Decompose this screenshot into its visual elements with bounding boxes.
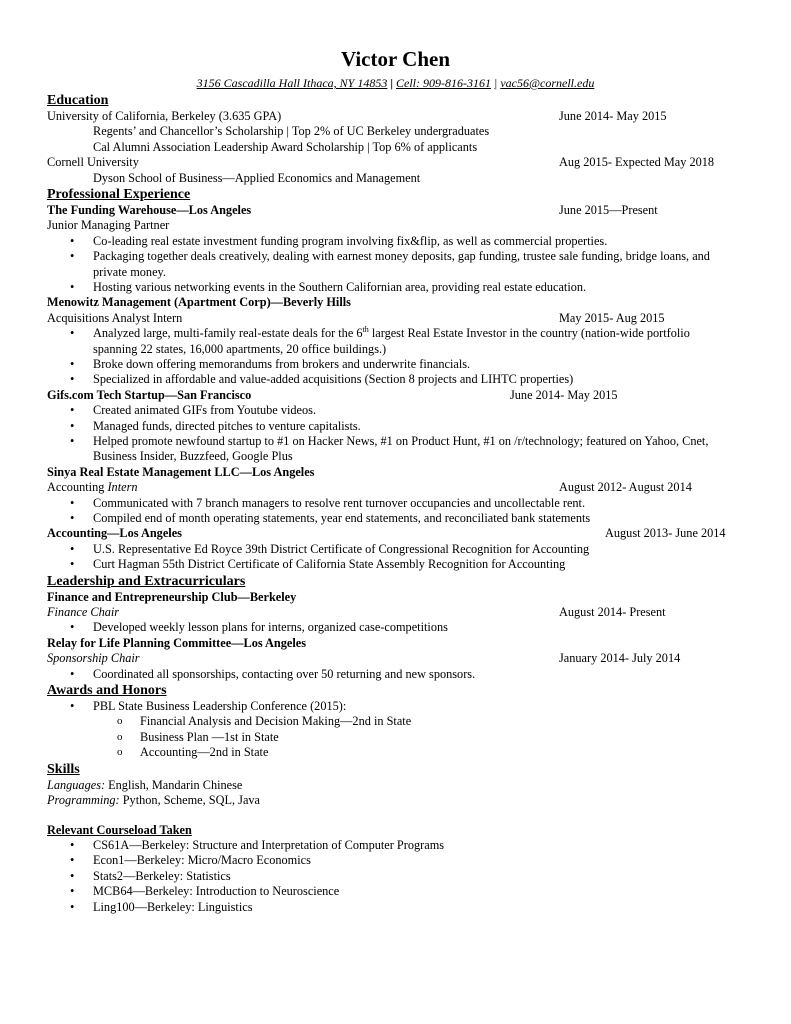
- sinya-role-plain: Accounting: [47, 480, 108, 495]
- relay-org: Relay for Life Planning Committee—Los Angeles: [47, 635, 307, 650]
- gifs-date: June 2014- May 2015: [510, 387, 618, 402]
- languages-value: English, Mandarin Chinese: [105, 777, 243, 792]
- list-item: • Specialized in affordable and value-added acquisitions (Section 8 projects and LIHTC properties): [47, 372, 757, 387]
- list-item: [47, 326, 757, 357]
- gifs-bullets: [47, 403, 757, 465]
- section-experience-heading: Professional Experience: [47, 187, 191, 202]
- funding-org: The Funding Warehouse—Los Angeles: [47, 203, 252, 217]
- accounting-row: [47, 526, 757, 541]
- sinya-bullets: [47, 496, 757, 527]
- address: 3156 Cascadilla Hall Ithaca, NY 14853: [196, 76, 388, 90]
- cell-phone: Cell: 909-816-3161: [396, 76, 491, 90]
- list-item-text: spanning 22 states, 16,000 apartments, 20 office buildings.): [93, 341, 387, 356]
- resume-name: Victor Chen: [340, 47, 451, 71]
- berkeley-detail: Regents’ and Chancellor’s Scholarship | Top 2% of UC Berkeley undergraduates: [93, 124, 490, 139]
- programming-label: Programming:: [47, 793, 120, 808]
- menowitz-row: [47, 311, 757, 326]
- relay-row: [47, 651, 757, 666]
- berkeley-row: [47, 109, 757, 124]
- list-item-text: Packaging together deals creatively, dealing with earnest money deposits, gap funding, trustee sale funding, bridge loans, and: [93, 249, 710, 264]
- finance-row: [47, 605, 757, 620]
- list-item: [47, 249, 757, 280]
- finance-bullets: [47, 620, 757, 635]
- sinya-role-italic: Intern: [107, 480, 138, 495]
- courses-heading: Relevant Courseload Taken: [47, 822, 192, 837]
- funding-role: Junior Managing Partner: [47, 218, 170, 233]
- list-item: • Stats2—Berkeley: Statistics: [47, 869, 757, 884]
- list-item: o Financial Analysis and Decision Making—2nd in State: [47, 714, 757, 729]
- finance-org: Finance and Entrepreneurship Club—Berkeley: [47, 589, 297, 604]
- list-item-text: largest Real Estate Investor in the country (nation-wide portfolio: [368, 326, 690, 341]
- relay-date: January 2014- July 2014: [559, 651, 681, 666]
- cornell-detail: Dyson School of Business—Applied Economics and Management: [93, 170, 421, 185]
- list-item-text: Analyzed large, multi-family real-estate deals for the 6: [93, 326, 363, 341]
- relay-bullets: [47, 667, 757, 682]
- list-item: • Created animated GIFs from Youtube videos.: [47, 403, 757, 418]
- email-link[interactable]: vac56@cornell.edu: [500, 76, 595, 90]
- list-item: o Accounting—2nd in State: [47, 745, 757, 760]
- section-skills-heading: Skills: [47, 761, 80, 777]
- sinya-date: August 2012- August 2014: [559, 480, 692, 495]
- courses-list: [47, 838, 757, 915]
- menowitz-role: Acquisitions Analyst Intern: [47, 310, 183, 325]
- section-leadership-heading: Leadership and Extracurriculars: [47, 573, 246, 589]
- relay-role: Sponsorship Chair: [47, 651, 140, 666]
- list-item: • Co-leading real estate investment funding program involving fix&flip, as well as commercial properties.: [47, 234, 757, 249]
- list-item: • MCB64—Berkeley: Introduction to Neuroscience: [47, 884, 757, 899]
- resume-content: [47, 92, 757, 915]
- list-item: o Business Plan —1st in State: [47, 730, 757, 745]
- contact-line: [0, 76, 791, 90]
- gifs-org: Gifs.com Tech Startup—San Francisco: [47, 387, 252, 402]
- section-awards-heading: Awards and Honors: [47, 683, 167, 699]
- list-item: • Communicated with 7 branch managers to resolve rent turnover occupancies and uncollectable rent.: [47, 496, 757, 511]
- sinya-role: [47, 480, 138, 494]
- finance-date: August 2014- Present: [559, 605, 666, 620]
- contact-separator: |: [390, 76, 393, 90]
- list-item-text: private money.: [93, 264, 166, 279]
- superscript: th: [362, 325, 369, 335]
- list-item: • Hosting various networking events in the Southern Californian area, providing real estate education.: [47, 280, 757, 295]
- accounting-date: August 2013- June 2014: [605, 526, 726, 541]
- languages-line: [47, 778, 757, 793]
- awards-bullets: [47, 699, 757, 714]
- cornell-name: Cornell University: [47, 155, 139, 170]
- programming-value: Python, Scheme, SQL, Java: [119, 793, 261, 808]
- cornell-date: Aug 2015- Expected May 2018: [559, 155, 715, 170]
- languages-label: Languages:: [47, 777, 106, 792]
- contact-pipe: |: [494, 76, 498, 90]
- accounting-org: Accounting—Los Angeles: [47, 526, 182, 541]
- section-education-heading: Education: [47, 93, 109, 108]
- list-item: • Developed weekly lesson plans for interns, organized case-competitions: [47, 620, 757, 635]
- menowitz-date: May 2015- Aug 2015: [559, 310, 665, 325]
- programming-line: [47, 793, 757, 808]
- awards-sub-bullets: [47, 714, 757, 760]
- accounting-bullets: [47, 542, 757, 573]
- list-item: • Managed funds, directed pitches to venture capitalists.: [47, 419, 757, 434]
- list-item: • Curt Hagman 55th District Certificate of California State Assembly Recognition for Accounting: [47, 557, 757, 572]
- menowitz-bullets: [47, 326, 757, 388]
- berkeley-detail: Cal Alumni Association Leadership Award Scholarship | Top 6% of applicants: [93, 139, 478, 154]
- menowitz-org: Menowitz Management (Apartment Corp)—Beverly Hills: [47, 295, 351, 310]
- list-item: • Coordinated all sponsorships, contacting over 50 returning and new sponsors.: [47, 667, 757, 682]
- finance-role: Finance Chair: [47, 605, 120, 620]
- funding-date: June 2015—Present: [559, 203, 658, 217]
- gifs-row: [47, 388, 757, 403]
- spacer: [47, 809, 757, 823]
- list-item-text: Business Insider, Buzzfeed, Google Plus: [93, 449, 293, 464]
- funding-bullets: [47, 234, 757, 296]
- list-item-text: Helped promote newfound startup to #1 on Hacker News, #1 on Product Hunt, #1 on /r/technology; featured on Yahoo, Cnet,: [93, 434, 709, 449]
- berkeley-date: June 2014- May 2015: [559, 109, 667, 123]
- list-item: • PBL State Business Leadership Conference (2015):: [47, 699, 757, 714]
- funding-row: [47, 203, 757, 218]
- berkeley-name: University of California, Berkeley (3.635 GPA): [47, 109, 282, 123]
- list-item: [47, 434, 757, 465]
- list-item: • U.S. Representative Ed Royce 39th District Certificate of Congressional Recognition for Accounting: [47, 542, 757, 557]
- sinya-org: Sinya Real Estate Management LLC—Los Angeles: [47, 464, 315, 479]
- list-item: • Broke down offering memorandums from brokers and underwrite financials.: [47, 357, 757, 372]
- list-item: • Econ1—Berkeley: Micro/Macro Economics: [47, 853, 757, 868]
- list-item: • Ling100—Berkeley: Linguistics: [47, 900, 757, 915]
- cornell-row: [47, 155, 757, 170]
- list-item: • CS61A—Berkeley: Structure and Interpretation of Computer Programs: [47, 838, 757, 853]
- list-item: • Compiled end of month operating statements, year end statements, and reconciliated bank statements: [47, 511, 757, 526]
- sinya-row: [47, 480, 757, 495]
